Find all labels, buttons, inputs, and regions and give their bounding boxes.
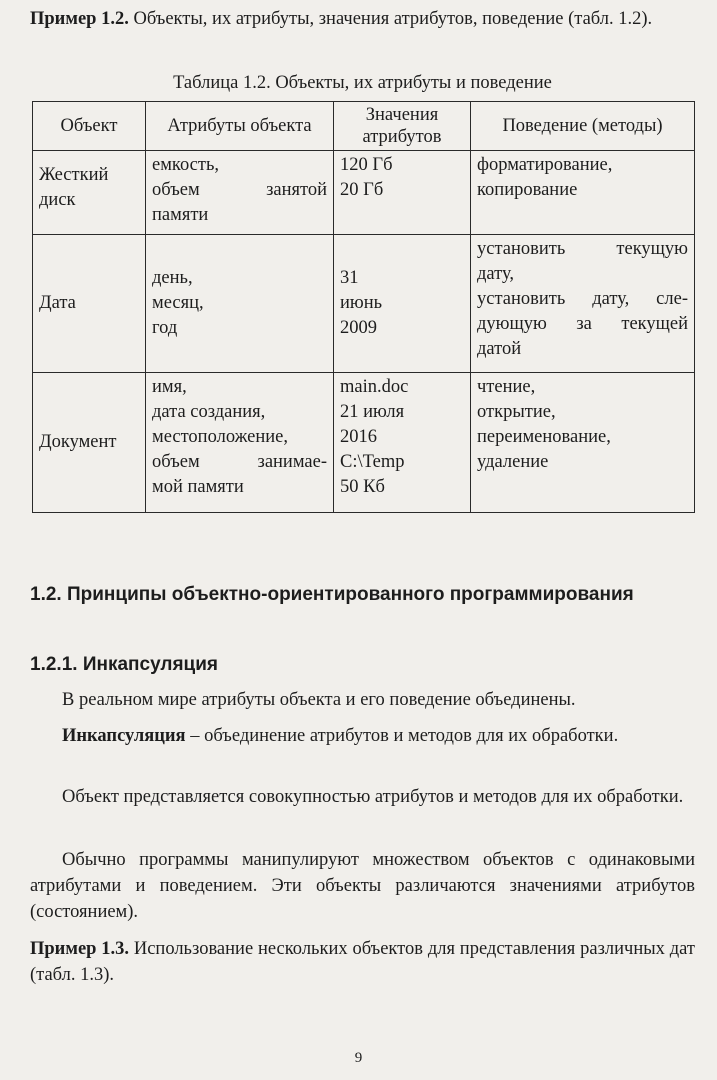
cell-object: Документ xyxy=(33,373,146,513)
table-header-row xyxy=(33,102,695,151)
value-line: июнь xyxy=(340,293,383,313)
value-line: 2009 xyxy=(340,318,377,338)
behavior-line: копирование xyxy=(477,180,578,200)
header-object: Объект xyxy=(33,102,146,151)
cell-attributes xyxy=(146,235,334,373)
example-1-2-label: Пример 1.2. xyxy=(30,9,129,29)
cell-values xyxy=(334,235,471,373)
attr-line: мой памяти xyxy=(152,477,244,497)
attr-line: памяти xyxy=(152,205,209,225)
attr-line: имя, xyxy=(152,377,187,397)
behavior-line: дату, xyxy=(477,264,515,284)
attr-line: дата создания, xyxy=(152,402,266,422)
attr-line: день, xyxy=(152,268,193,288)
value-line: 50 Кб xyxy=(340,477,385,497)
behavior-line: удаление xyxy=(477,452,549,472)
cell-attributes xyxy=(146,373,334,513)
behavior-line: форматирование, xyxy=(477,155,613,175)
example-1-3-paragraph xyxy=(30,936,695,988)
example-1-3-text: Использование нескольких объектов для представления различных дат (табл. 1.3). xyxy=(30,939,695,985)
paragraph-2-text: – объединение атрибутов и методов для их обработки. xyxy=(185,726,619,746)
cell-attributes xyxy=(146,151,334,235)
paragraph-3: Объект представляется совокупностью атрибутов и методов для их обработки. xyxy=(62,787,684,807)
value-line: 2016 xyxy=(340,427,377,447)
cell-values xyxy=(334,151,471,235)
attr-line: объем занимае- xyxy=(152,452,327,472)
objects-table xyxy=(32,101,695,513)
example-1-2-text: Объекты, их атрибуты, значения атрибутов, поведение (табл. 1.2). xyxy=(128,9,653,29)
attr-line: емкость, xyxy=(152,155,220,175)
paragraph-1: В реальном мире атрибуты объекта и его поведение объединены. xyxy=(62,690,576,710)
value-line: main.doc xyxy=(340,377,409,397)
table-row xyxy=(33,235,695,373)
attr-line: местоположение, xyxy=(152,427,288,447)
behavior-line: дующую за текущей xyxy=(477,314,688,334)
behavior-line: чтение, xyxy=(477,377,536,397)
value-line: 21 июля xyxy=(340,402,405,422)
term-encapsulation: Инкапсуляция xyxy=(62,726,186,746)
behavior-line: переименование, xyxy=(477,427,611,447)
value-line: 31 xyxy=(340,268,359,288)
subsection-title: 1.2.1. Инкапсуляция xyxy=(30,654,218,675)
value-line: 20 Гб xyxy=(340,180,384,200)
cell-values xyxy=(334,373,471,513)
cell-object: Дата xyxy=(33,235,146,373)
cell-behavior xyxy=(471,151,695,235)
behavior-line: установить текущую xyxy=(477,239,688,259)
behavior-line: установить дату, сле- xyxy=(477,289,688,309)
table-row xyxy=(33,151,695,235)
behavior-line: датой xyxy=(477,339,522,359)
example-1-2-paragraph xyxy=(30,6,695,32)
attr-line: год xyxy=(152,318,178,338)
cell-behavior xyxy=(471,373,695,513)
cell-object: Жесткий диск xyxy=(33,151,146,235)
attr-line: месяц, xyxy=(152,293,204,313)
section-title: 1.2. Принципы объектно-ориентированного программирования xyxy=(30,584,634,605)
table-row xyxy=(33,373,695,513)
value-line: C:\Temp xyxy=(340,452,405,472)
header-attributes: Атрибуты объекта xyxy=(146,102,334,151)
table-caption: Таблица 1.2. Объекты, их атрибуты и поведение xyxy=(173,73,552,93)
cell-behavior xyxy=(471,235,695,373)
value-line: 120 Гб xyxy=(340,155,393,175)
paragraph-4: Обычно программы манипулируют множеством объектов с одинаковыми атрибутами и поведением. Эти объекты различаются значениями атрибутов (состоянием). xyxy=(30,850,695,922)
page-number: 9 xyxy=(354,1050,363,1066)
header-values: Значения атрибутов xyxy=(334,102,471,151)
attr-line: объем занятой xyxy=(152,180,327,200)
header-behavior: Поведение (методы) xyxy=(471,102,695,151)
example-1-3-label: Пример 1.3. xyxy=(30,939,130,959)
paragraph-2 xyxy=(30,723,695,749)
behavior-line: открытие, xyxy=(477,402,556,422)
